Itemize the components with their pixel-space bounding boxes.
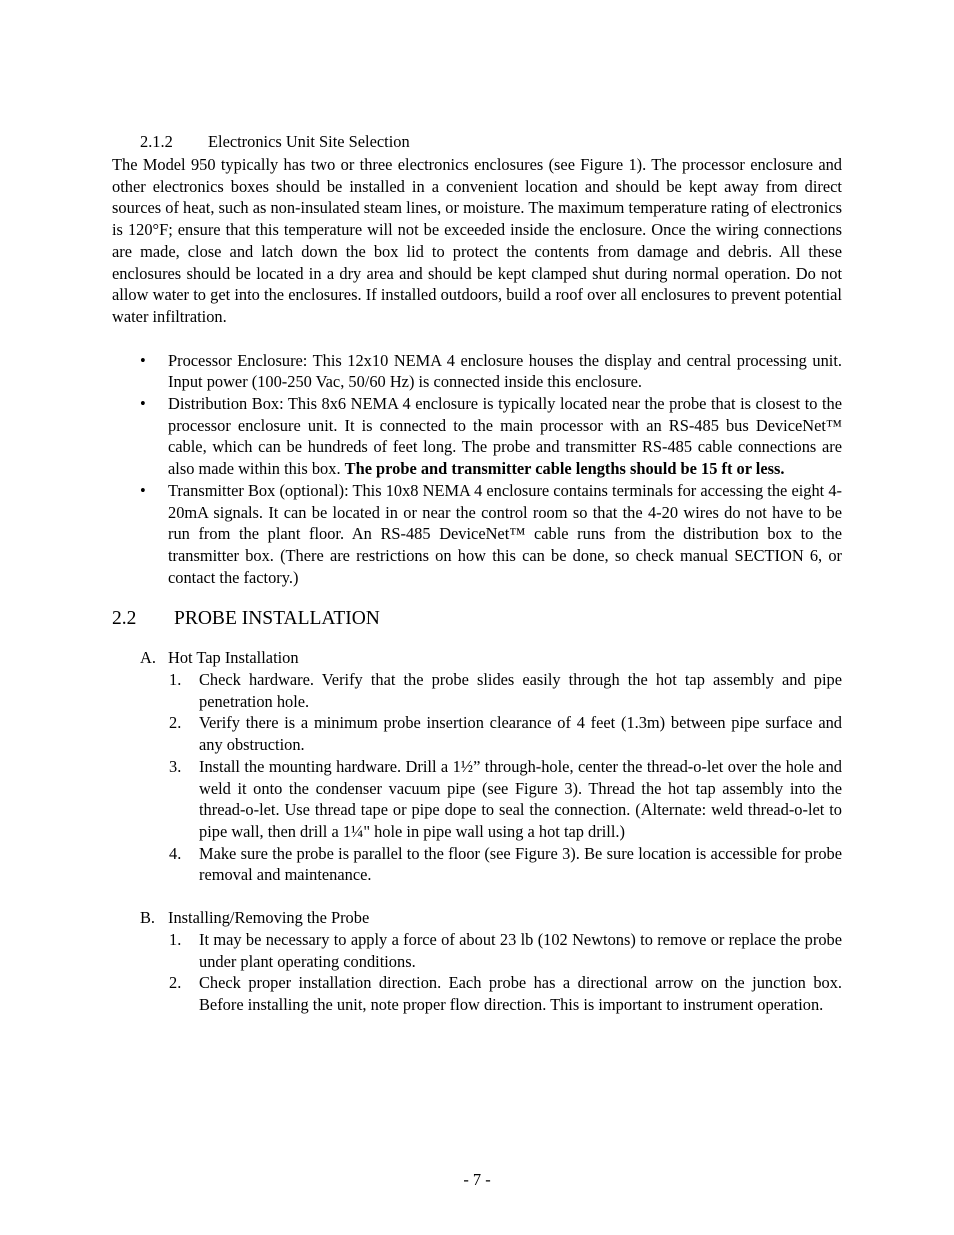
step-number: 2. [169,713,182,733]
list-item [112,929,842,972]
page-number: - 7 - [463,1170,491,1189]
bullet-bold-warning: The probe and transmitter cable lengths should be 15 ft or less. [344,459,785,479]
bullet-text: Distribution Box: This 8x6 NEMA 4 enclosure is typically located near the probe that is closest to the processor enclosure unit. It is connected to the main processor with an RS-485 bus DeviceNet™ cable, which can be hundreds of feet long. The probe and transmitter RS-485 cable connections are also made within this box. [168,394,842,479]
section-2-1-2-heading [140,130,842,154]
bullet-distribution-box [112,393,842,480]
bullet-transmitter-box [112,480,842,589]
bullet-text: Transmitter Box (optional): This 10x8 NEMA 4 enclosure contains terminals for accessing the eight 4-20mA signals. It can be located in or near the control room so that the 4-20 wires do not have to be run from the plant floor. An RS-485 DeviceNet™ cable runs from the distribution box to the transmitter box. (There are restrictions on how this can be done, so check manual SECTION 6, or contact the factory.) [168,480,842,587]
section-number: 2.2 [112,608,137,630]
subsection-a-heading [140,647,842,669]
enclosure-bullet-list [112,350,842,589]
bullet-marker: • [140,350,146,370]
step-text: Install the mounting hardware. Drill a 1½” through-hole, center the thread-o-let over the hole and weld it onto the condenser vacuum pipe (see Figure 3). Thread the hot tap assembly into the thread-o-let. Use thread tape or pipe dope to seal the connection. (Alternate: weld thread-o-let to pipe wall, then drill a 1¼" hole in pipe wall using a hot tap drill.) [199,756,842,841]
step-number: 1. [169,929,182,949]
list-item [112,843,842,886]
step-text: Verify there is a minimum probe insertion clearance of 4 feet (1.3m) between pipe surface and any obstruction. [199,713,842,755]
document-page [112,130,842,1016]
section-title: PROBE INSTALLATION [174,608,380,630]
site-selection-paragraph: The Model 950 typically has two or three electronics enclosures (see Figure 1). The processor enclosure and other electronics boxes should be installed in a convenient location and should be kept away from direct sources of heat, such as non-insulated steam lines, or moisture. The maximum temperature rating of electronics is 120°F; ensure that this temperature will not be exceeded inside the enclosure. Once the wiring connections are made, close and latch down the box lid to protect the contents from damage and debris. All these enclosures should be located in a dry area and should be kept clamped shut during normal operation. Do not allow water to get into the enclosures. If installed outdoors, build a roof over all enclosures to prevent potential water infiltration. [112,155,842,326]
section-number: 2.1.2 [140,132,173,151]
step-text: It may be necessary to apply a force of about 23 lb (102 Newtons) to remove or replace the probe under plant operating conditions. [199,929,842,971]
install-remove-steps [112,929,842,1016]
step-text: Make sure the probe is parallel to the floor (see Figure 3). Be sure location is accessible for probe removal and maintenance. [199,843,842,885]
subsection-title: Installing/Removing the Probe [168,908,370,928]
step-text: Check proper installation direction. Each probe has a directional arrow on the junction box. Before installing the unit, note proper flow direction. This is important to instrument operation. [199,973,842,1014]
list-item [112,669,842,712]
subsection-letter: B. [140,908,156,928]
step-text: Check hardware. Verify that the probe slides easily through the hot tap assembly and pipe penetration hole. [199,670,842,711]
bullet-processor-enclosure [112,350,842,393]
step-number: 1. [169,670,182,690]
list-item [112,972,842,1015]
step-number: 4. [169,843,182,863]
subsection-title: Hot Tap Installation [168,648,299,668]
bullet-marker: • [140,480,146,500]
list-item [112,756,842,843]
step-number: 2. [169,973,182,993]
hot-tap-steps [112,669,842,886]
step-number: 3. [169,756,182,776]
bullet-text: Processor Enclosure: This 12x10 NEMA 4 enclosure houses the display and central processing unit. Input power (100-250 Vac, 50/60 Hz) is connected inside this enclosure. [168,350,842,392]
list-item [112,712,842,755]
section-title: Electronics Unit Site Selection [208,132,410,151]
section-2-2-heading [112,607,842,631]
subsection-letter: A. [140,648,156,668]
subsection-b-heading [140,907,842,929]
bullet-marker: • [140,394,146,414]
